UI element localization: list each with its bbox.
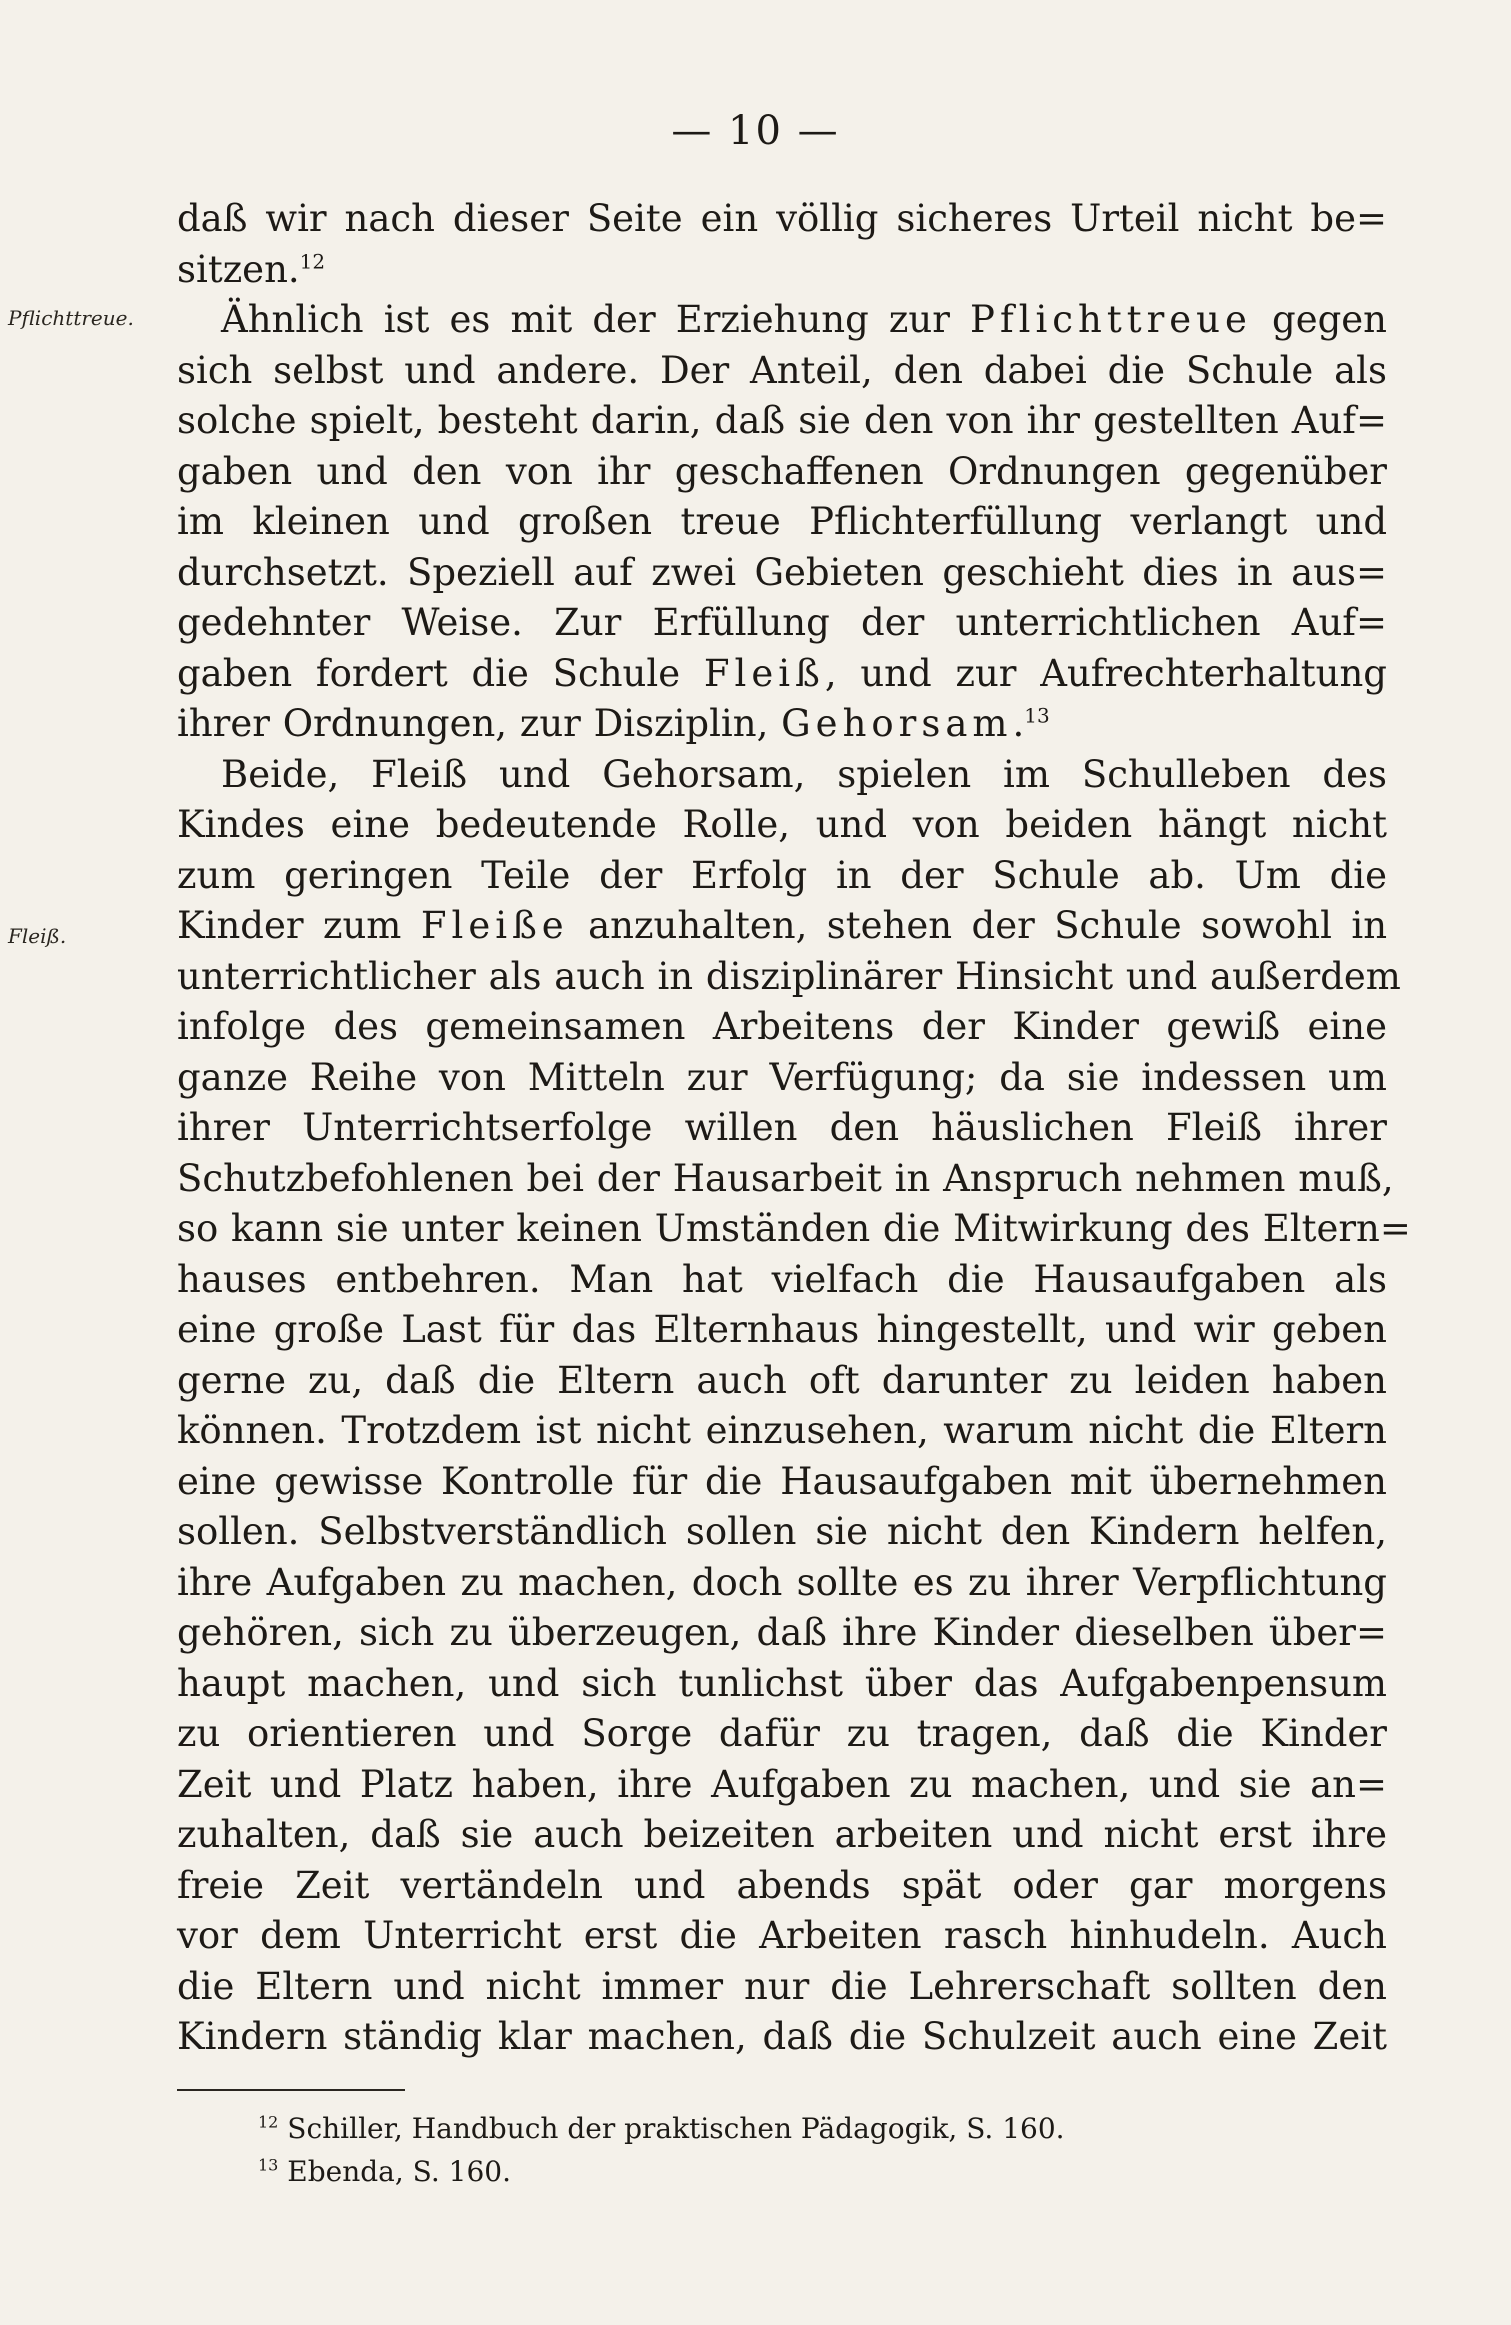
- text-line: Kindes eine bedeutende Rolle, und von beiden hängt nicht: [177, 803, 1387, 846]
- footnote-divider: [177, 2089, 405, 2091]
- emphasis: Pflichttreue: [970, 298, 1252, 341]
- text-line: ihre Aufgaben zu machen, doch sollte es zu ihrer Verpflichtung: [177, 1560, 1387, 1604]
- text-line: sitzen.$^{12}$: [177, 247, 326, 291]
- text-line: unterrichtlicher als auch in disziplinärer Hinsicht und außerdem: [177, 954, 1401, 998]
- text-line: gehören, sich zu überzeugen, daß ihre Kinder dieselben über=: [177, 1611, 1387, 1654]
- emphasis: Gehorsam: [781, 702, 1013, 745]
- text-line: infolge des gemeinsamen Arbeitens der Kinder gewiß eine: [177, 1005, 1387, 1048]
- text-line: eine gewisse Kontrolle für die Hausaufgaben mit übernehmen: [177, 1459, 1387, 1503]
- footnote-ref: 13: [1024, 703, 1050, 728]
- text-line: im kleinen und großen treue Pflichterfüllung verlangt und: [177, 500, 1387, 543]
- main-text: [177, 194, 1411, 2063]
- margin-note-pflichttreue: Pflichttreue.: [8, 306, 134, 330]
- text-line: Beide, Fleiß und Gehorsam, spielen im Schulleben des: [221, 752, 1387, 796]
- emphasis: Fleiße: [420, 904, 569, 947]
- footnote: $^{12}$ Schiller, Handbuch der praktischen Pädagogik, S. 160.: [258, 2112, 1065, 2145]
- text-line: vor dem Unterricht erst die Arbeiten rasch hinhudeln. Auch: [177, 1914, 1387, 1957]
- text-line: Schutzbefohlenen bei der Hausarbeit in Anspruch nehmen muß,: [177, 1156, 1394, 1200]
- text-line: ihrer Ordnungen, zur Disziplin, Gehorsam.$^{13}$: [177, 702, 1050, 745]
- footnote: $^{13}$ Ebenda, S. 160.: [258, 2155, 511, 2188]
- text-line: eine große Last für das Elternhaus hingestellt, und wir geben: [177, 1308, 1387, 1351]
- text-line: gaben fordert die Schule Fleiß, und zur Aufrechterhaltung: [177, 651, 1387, 695]
- text-line: Ähnlich ist es mit der Erziehung zur Pflichttreue gegen: [221, 298, 1388, 341]
- text-line: ihrer Unterrichtserfolge willen den häuslichen Fleiß ihrer: [177, 1106, 1387, 1149]
- text-line: daß wir nach dieser Seite ein völlig sicheres Urteil nicht be=: [177, 197, 1387, 240]
- footnote-ref: 12: [299, 249, 326, 274]
- margin-note-fleiss: Fleiß.: [8, 924, 67, 948]
- text-line: Kindern ständig klar machen, daß die Schulzeit auch eine Zeit: [177, 2015, 1387, 2058]
- text-line: so kann sie unter keinen Umständen die Mitwirkung des Eltern=: [177, 1207, 1411, 1250]
- text-line: zum geringen Teile der Erfolg in der Schule ab. Um die: [177, 853, 1387, 897]
- text-line: durchsetzt. Speziell auf zwei Gebieten geschieht dies in aus=: [177, 550, 1387, 594]
- text-line: gerne zu, daß die Eltern auch oft darunter zu leiden haben: [177, 1358, 1387, 1402]
- text-line: hauses entbehren. Man hat vielfach die Hausaufgaben als: [177, 1257, 1387, 1301]
- footnotes: [258, 2107, 1358, 2193]
- text-line: solche spielt, besteht darin, daß sie den von ihr gestellten Auf=: [177, 399, 1387, 442]
- text-line: zu orientieren und Sorge dafür zu tragen, daß die Kinder: [177, 1712, 1387, 1755]
- text-line: Zeit und Platz haben, ihre Aufgaben zu machen, und sie an=: [177, 1762, 1387, 1806]
- text-line: sich selbst und andere. Der Anteil, den dabei die Schule als: [177, 348, 1387, 392]
- text-line: sollen. Selbstverständlich sollen sie nicht den Kindern helfen,: [177, 1510, 1387, 1553]
- text-line: können. Trotzdem ist nicht einzusehen, warum nicht die Eltern: [177, 1409, 1387, 1452]
- text-line: gedehnter Weise. Zur Erfüllung der unterrichtlichen Auf=: [177, 601, 1387, 644]
- text-line: ganze Reihe von Mitteln zur Verfügung; da sie indessen um: [177, 1055, 1387, 1099]
- emphasis: Fleiß: [703, 651, 825, 695]
- text-line: Kinder zum Fleiße anzuhalten, stehen der Schule sowohl in: [177, 904, 1388, 947]
- text-line: freie Zeit vertändeln und abends spät oder gar morgens: [177, 1863, 1387, 1907]
- text-line: die Eltern und nicht immer nur die Lehrerschaft sollten den: [177, 1964, 1387, 2008]
- page-number: — 10 —: [671, 108, 840, 154]
- text-line: zuhalten, daß sie auch beizeiten arbeiten und nicht erst ihre: [177, 1813, 1387, 1856]
- text-line: gaben und den von ihr geschaffenen Ordnungen gegenüber: [177, 449, 1387, 493]
- text-line: haupt machen, und sich tunlichst über das Aufgabenpensum: [177, 1661, 1387, 1705]
